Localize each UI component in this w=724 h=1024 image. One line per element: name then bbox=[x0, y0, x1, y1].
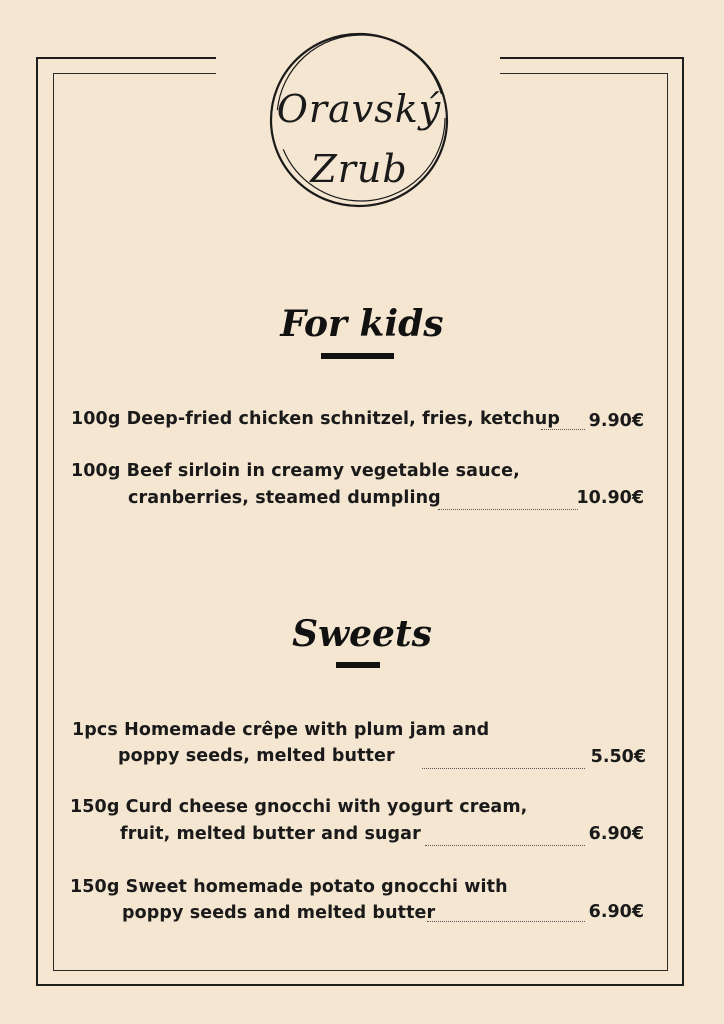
menu-item-line: poppy seeds and melted butter bbox=[122, 903, 436, 923]
logo-line-1: Oravský bbox=[276, 87, 442, 131]
price-leader bbox=[427, 921, 585, 922]
menu-item-price: 6.90€ bbox=[588, 902, 644, 922]
price-leader bbox=[425, 845, 585, 846]
menu-item-line: 100g Beef sirloin in creamy vegetable sauce, bbox=[71, 461, 520, 481]
section-title-sweets: Sweets bbox=[292, 613, 432, 655]
menu-item-line: 1pcs Homemade crêpe with plum jam and bbox=[72, 720, 490, 740]
section-title-for-kids: For kids bbox=[280, 303, 444, 345]
menu-item-line: 150g Sweet homemade potato gnocchi with bbox=[70, 877, 508, 897]
menu-item-price: 9.90€ bbox=[588, 411, 644, 431]
menu-item-price: 6.90€ bbox=[588, 824, 644, 844]
section-underline bbox=[336, 662, 380, 668]
menu-item-price: 5.50€ bbox=[590, 747, 646, 767]
menu-item-line: cranberries, steamed dumpling bbox=[128, 488, 441, 508]
menu-item-line: 150g Curd cheese gnocchi with yogurt cream, bbox=[70, 797, 528, 817]
menu-item-price: 10.90€ bbox=[576, 488, 644, 508]
restaurant-logo bbox=[262, 27, 456, 213]
section-underline bbox=[321, 353, 394, 359]
menu-item-line: fruit, melted butter and sugar bbox=[120, 824, 421, 844]
logo-line-2: Zrub bbox=[310, 147, 408, 191]
price-leader bbox=[422, 768, 585, 769]
menu-item-line: 100g Deep-fried chicken schnitzel, fries, ketchup bbox=[71, 409, 560, 429]
price-leader bbox=[541, 429, 585, 430]
price-leader bbox=[438, 509, 578, 510]
menu-item-line: poppy seeds, melted butter bbox=[118, 746, 395, 766]
